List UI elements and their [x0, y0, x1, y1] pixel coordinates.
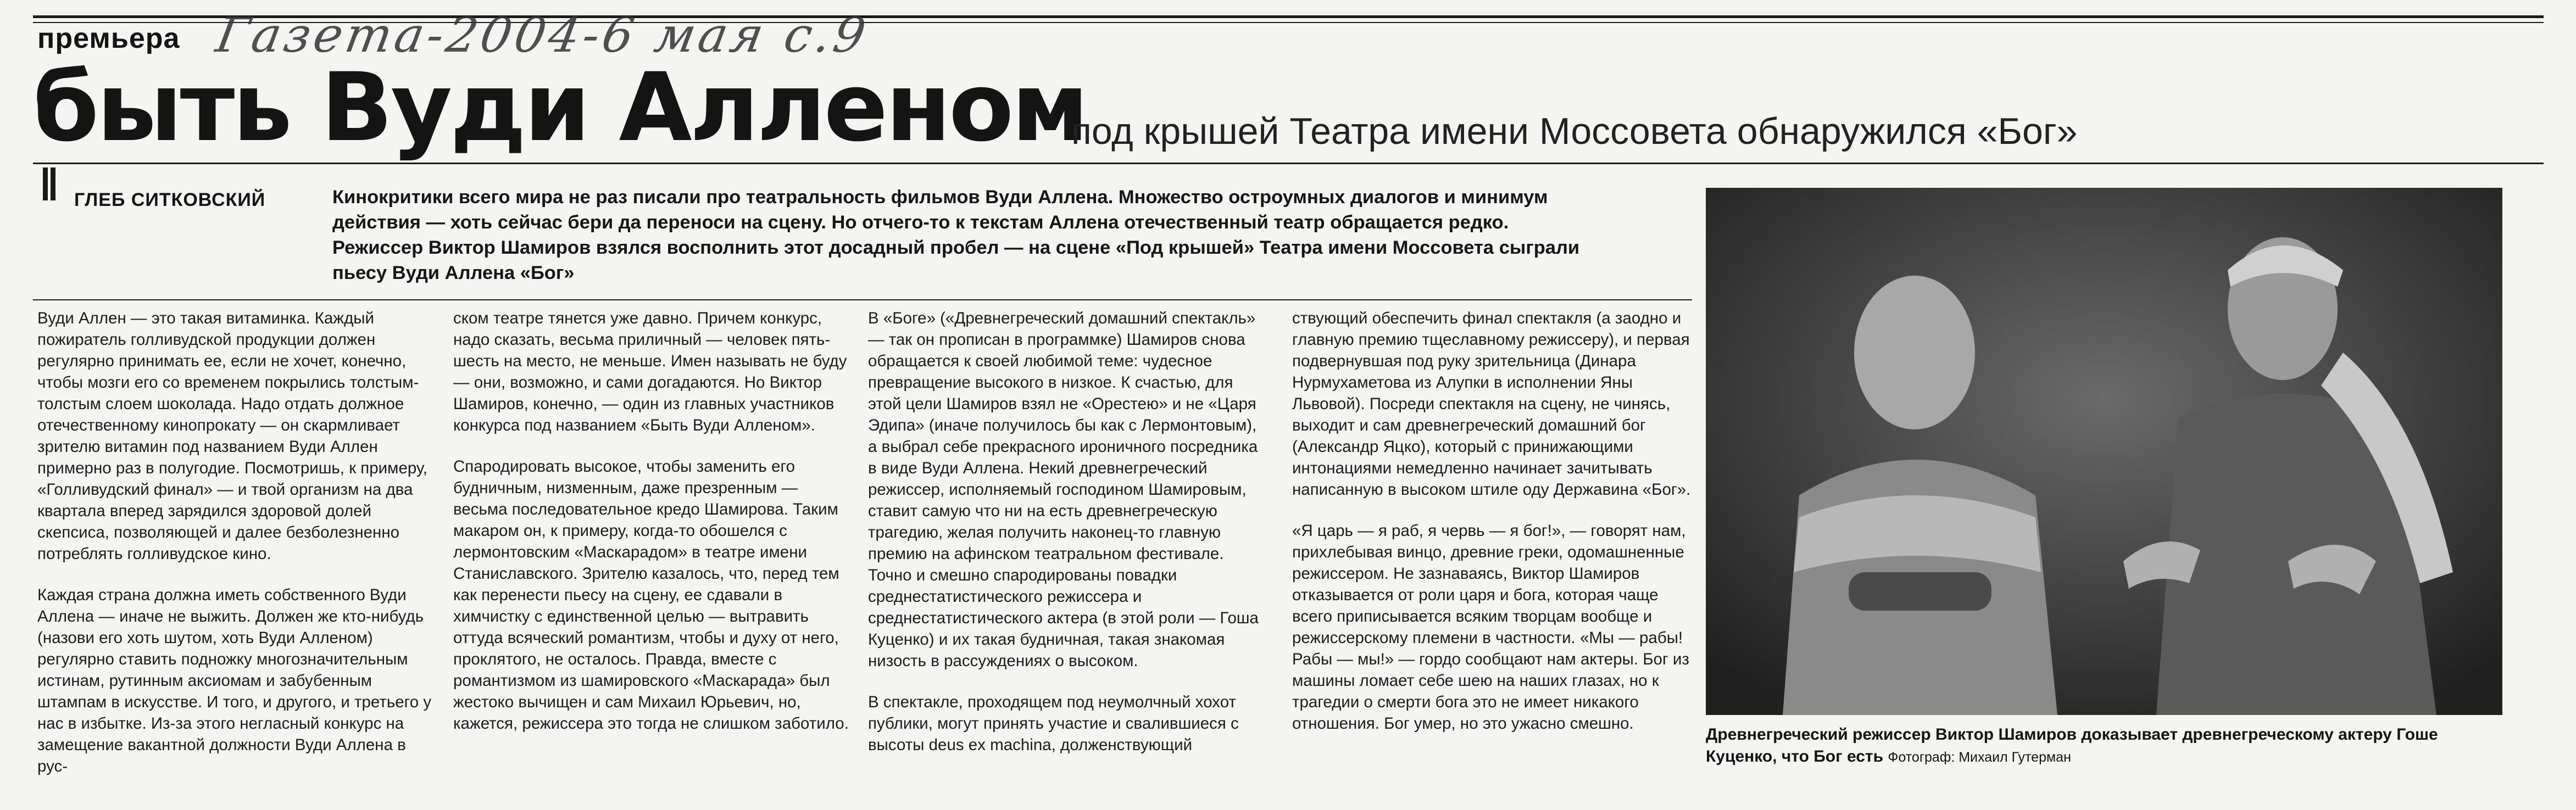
- subheadline: под крышей Театра имени Моссовета обнаружился «Бог»: [1071, 110, 2078, 152]
- paragraph: Каждая страна должна иметь собственного Вуди Аллена — иначе не выжить. Должен же кто-нибудь (назови его хоть шутом, хоть Вуди Алленом) регулярно ставить подножку многозначительным истинам, рутинным аксиомам и забубенным штампам в искусстве. И того, и другого, и третьего у нас в избытке. Из-за этого негласный конкурс на замещение вакантной должности Вуди Аллена в рус-: [37, 586, 432, 775]
- paragraph: В «Боге» («Древнегреческий домашний спектакль» — так он прописан в программке) Шамиров снова обращается к своей любимой теме: чудесное превращение высокого в низкое. К счастью, для этой цели Шамиров взял не «Орестею» и не «Царя Эдипа» (иначе получилось бы как с Лермонтовым), а выбрал себе прекрасного ироничного посредника в виде Вуди Аллена. Некий древнегреческий режиссер, исполняемый господином Шамировым, ставит самую что ни на есть древнегреческую трагедию, желая получить наконец-то главную премию на афинском театральном фестивале. Точно и смешно спародированы повадки среднестатистического режиссера и среднестатистического актера (в этой роли — Гоша Куценко) и их такая будничная, такая знакомая низость в рассуждениях о высоком.: [868, 309, 1259, 670]
- paragraph: «Я царь — я раб, я червь — я бог!», — говорят нам, прихлебывая винцо, древние греки, одомашненные режиссером. Не зазнаваясь, Виктор Шамиров отказывается от роли царя и бога, которая чаще всего приписывается всяким творцам вообще и режиссерскому племени в частности. «Мы — рабы! Рабы — мы!» — гордо сообщают нам актеры. Бог из машины ломает себе шею на наших глазах, но к трагедии о смерти бога это не имеет никакого отношения. Бог умер, но это ужасно смешно.: [1292, 522, 1689, 733]
- photo-credit: Фотограф: Михаил Гутерман: [1888, 750, 2071, 765]
- paragraph: Вуди Аллен — это такая витаминка. Каждый пожиратель голливудской продукции должен регулярно принимать ее, если не хочет, конечно, чтобы мозги его со временем покрылись толстым-толстым слоем шоколада. Надо отдать должное отечественному кинопрокату — он скармливает зрителю витамин под названием Вуди Аллен примерно раз в полугодие. Посмотришь, к примеру, «Голливудский финал» — и твой организм на два квартала вперед зарядился здоровой долей скепсиса, позволяющей и далее безболезненно потреблять голливудское кино.: [37, 309, 427, 563]
- headline-rule: [33, 163, 2544, 164]
- article-column-3: [868, 308, 1269, 775]
- page-title: быть Вуди Алленом: [33, 52, 1087, 163]
- article-column-1: [37, 308, 438, 797]
- paragraph: В спектакле, проходящем под неумолчный хохот публики, могут принять участие и свалившиеся с высоты deus ex machina, долженствующий: [868, 693, 1239, 754]
- article-photo: [1706, 188, 2502, 715]
- paragraph: ском театре тянется уже давно. Причем конкурс, надо сказать, весьма приличный — человек пять-шесть на место, не меньше. Имен называть не буду — они, возможно, и сами догадаются. Но Виктор Шамиров, конечно, — один из главных участников конкурса под названием «Быть Вуди Алленом».: [453, 309, 847, 434]
- caption-text: Древнегреческий режиссер Виктор Шамиров доказывает древнегреческому актеру Гоше Куценко, что Бог есть: [1706, 725, 2438, 766]
- paragraph: Спародировать высокое, чтобы заменить его будничным, низменным, даже презренным — весьма последовательное кредо Шамирова. Таким макаром он, к примеру, когда-то обошелся с лермонтовским «Маскарадом» в театре имени Станиславского. Зрителю казалось, что, перед тем как перенести пьесу на сцену, ее сдавали в химчистку с единственной целью — вытравить оттуда всяческий романтизм, чтобы и духу от него, проклятого, не осталось. Правда, вместе с романтизмом из шамировского «Маскарада» был жестоко вычищен и сам Михаил Юрьевич, но, кажется, режиссера это тогда не слишком заботило.: [453, 457, 849, 733]
- photo-illustration: [1706, 188, 2502, 715]
- author-marker-icon: [43, 167, 57, 200]
- article-column-2: [453, 308, 854, 754]
- author-byline: ГЛЕБ СИТКОВСКИЙ: [74, 189, 266, 210]
- paragraph: ствующий обеспечить финал спектакля (а заодно и главную премию тщеславному режиссеру), и первая подвернувшая под руку зрительница (Динара Нурмухаметова из Алупки в исполнении Яны Львовой). Посреди спектакля на сцену, не чинясь, выходит и сам древнегреческий домашний бог (Александр Яцко), который с принижающими интонациями немедленно начинает зачитывать написанную в высоком штиле оду Державина «Бог».: [1292, 309, 1691, 499]
- lead-rule: [33, 299, 1692, 300]
- lead-paragraph: Кинокритики всего мира не раз писали про театральность фильмов Вуди Аллена. Множество остроумных диалогов и минимум действия — хоть сейчас бери да переноси на сцену. Но отчего-то к текстам Аллена отечественный театр обращается редко. Режиссер Виктор Шамиров взялся восполнить этот досадный пробел — на сцене «Под крышей» Театра имени Моссовета сыграли пьесу Вуди Аллена «Бог»: [332, 187, 1580, 283]
- photo-caption: [1706, 724, 2513, 768]
- article-column-4: [1292, 308, 1693, 754]
- handwritten-date-note: Газета-2004-6 мая с.9: [212, 7, 873, 63]
- rubric-label: премьера: [37, 23, 180, 54]
